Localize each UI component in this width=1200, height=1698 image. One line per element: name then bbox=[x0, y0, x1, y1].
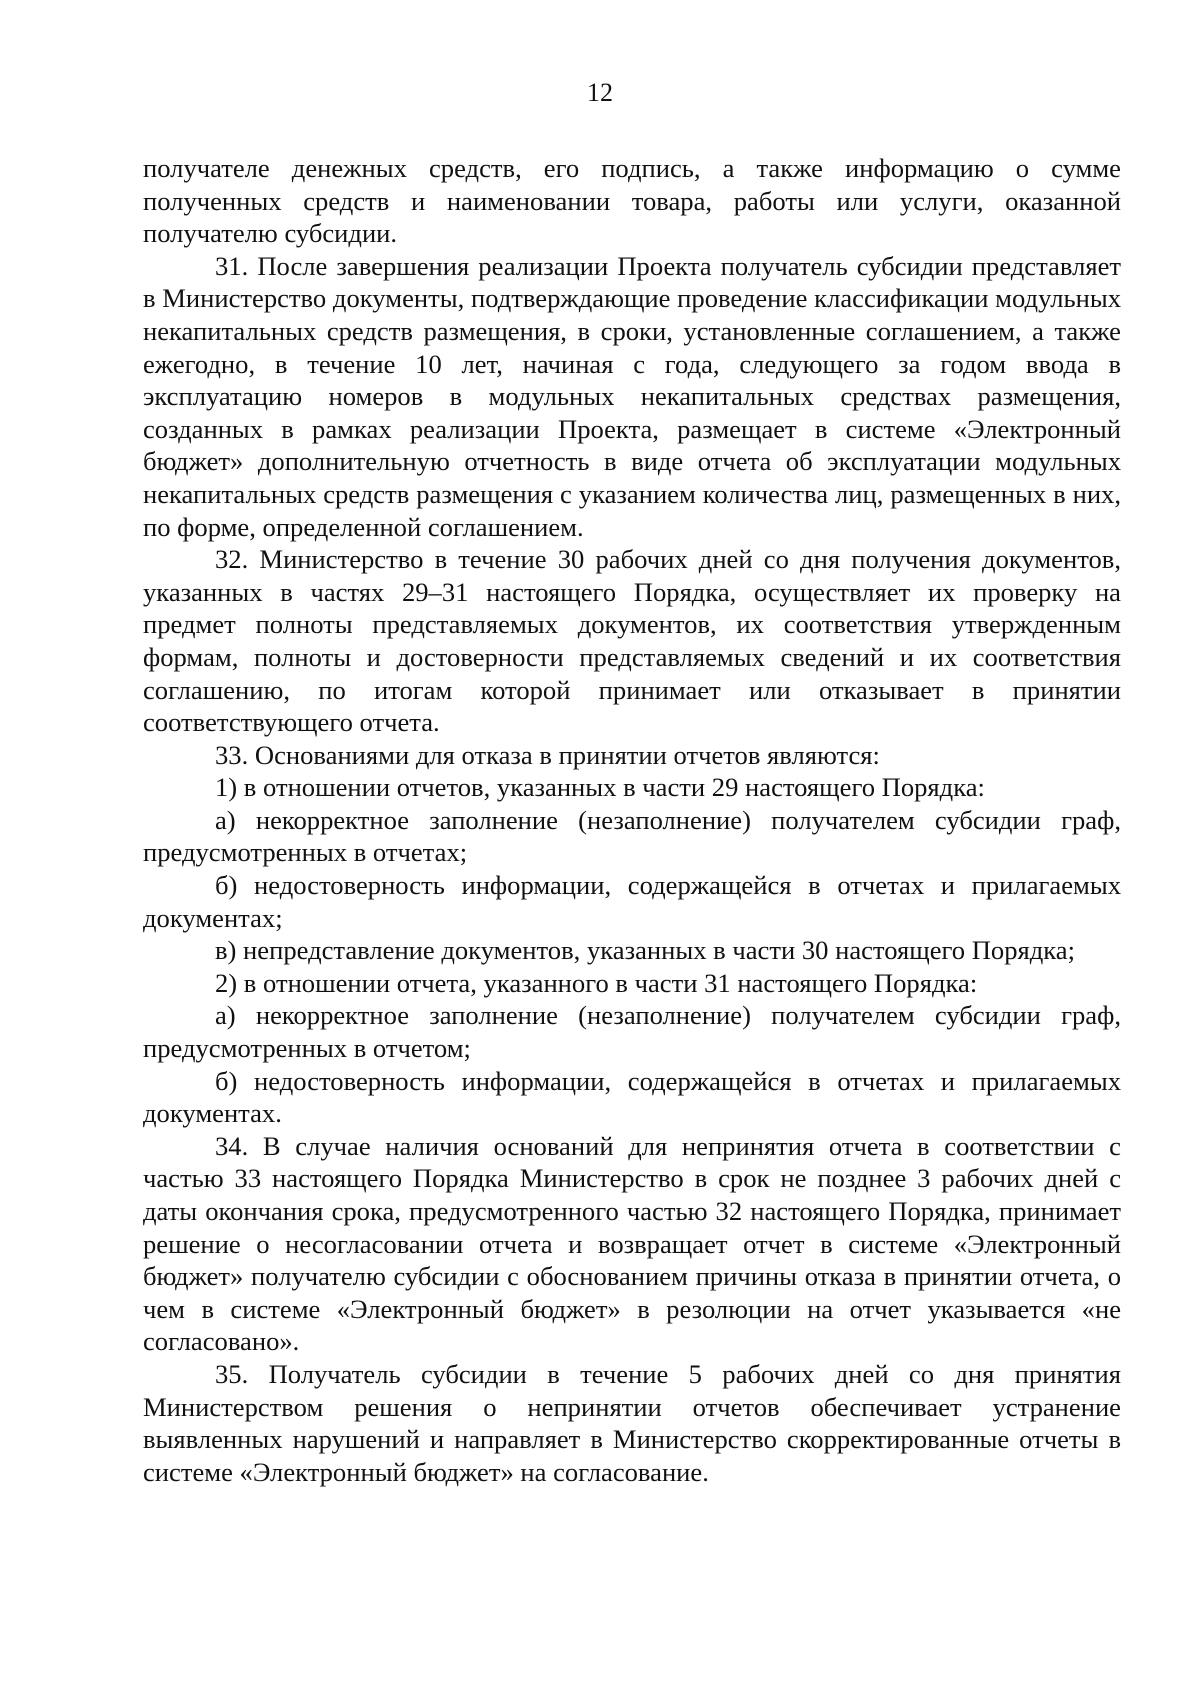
paragraph-33: 33. Основаниями для отказа в принятии отчетов являются: bbox=[215, 739, 880, 770]
paragraph-35: 35. Получатель субсидии в течение 5 рабочих дней со дня принятия Министерством решения о непринятии отчетов обеспечивает устранение выявленных нарушений и направляет в Министерство скорректированные отчеты в системе «Электронный бюджет» на согласование. bbox=[143, 1358, 1121, 1487]
list-item-33-1-b: б) недостоверность информации, содержащейся в отчетах и прилагаемых документах; bbox=[143, 870, 1121, 933]
list-item-33-1: 1) в отношении отчетов, указанных в части 29 настоящего Порядка: bbox=[215, 772, 985, 803]
paragraph-34: 34. В случае наличия оснований для непринятия отчета в соответствии с частью 33 настоящего Порядка Министерство в срок не позднее 3 рабочих дней с даты окончания срока, предусмотренного частью 32 настоящего Порядка, принимает решение о несогласовании отчета и возвращает отчет в системе «Электронный бюджет» получателю субсидии с обоснованием причины отказа в принятии отчета, о чем в системе «Электронный бюджет» в резолюции на отчет указывается «не согласовано». bbox=[143, 1130, 1121, 1357]
list-item-33-1-a: а) некорректное заполнение (незаполнение) получателем субсидии граф, предусмотренных в отчетах; bbox=[143, 804, 1121, 868]
document-text bbox=[143, 152, 1121, 1488]
list-item-33-2-b: б) недостоверность информации, содержащейся в отчетах и прилагаемых документах. bbox=[143, 1065, 1121, 1129]
paragraph-31: 31. После завершения реализации Проекта получатель субсидии представляет в Министерство документы, подтверждающие проведение классификации модульных некапитальных средств размещения, в сроки, установленные соглашением, а также ежегодно, в течение 10 лет, начиная с года, следующего за годом ввода в эксплуатацию номеров в модульных некапитальных средствах размещения, созданных в рамках реализации Проекта, размещает в системе «Электронный бюджет» дополнительную отчетность в виде отчета об эксплуатации модульных некапитальных средств размещения с указанием количества лиц, размещенных в них, по форме, определенной соглашением. bbox=[143, 250, 1121, 542]
list-item-33-2-a: а) некорректное заполнение (незаполнение) получателем субсидии граф, предусмотренных в отчетом; bbox=[143, 1000, 1121, 1064]
list-item-33-2: 2) в отношении отчета, указанного в части 31 настоящего Порядка: bbox=[215, 967, 978, 998]
paragraph-32: 32. Министерство в течение 30 рабочих дней со дня получения документов, указанных в частях 29–31 настоящего Порядка, осуществляет их проверку на предмет полноты представляемых документов, их соответствия утвержденным формам, полноты и достоверности представляемых сведений и их соответствия соглашению, по итогам которой принимает или отказывает в принятии соответствующего отчета. bbox=[143, 544, 1121, 738]
list-item-33-1-v: в) непредставление документов, указанных в части 30 настоящего Порядка; bbox=[215, 935, 1075, 966]
page-number: 12 bbox=[587, 78, 613, 107]
paragraph-continuation: получателе денежных средств, его подпись, а также информацию о сумме полученных средств и наименовании товара, работы или услуги, оказанной получателю субсидии. bbox=[143, 153, 1121, 249]
